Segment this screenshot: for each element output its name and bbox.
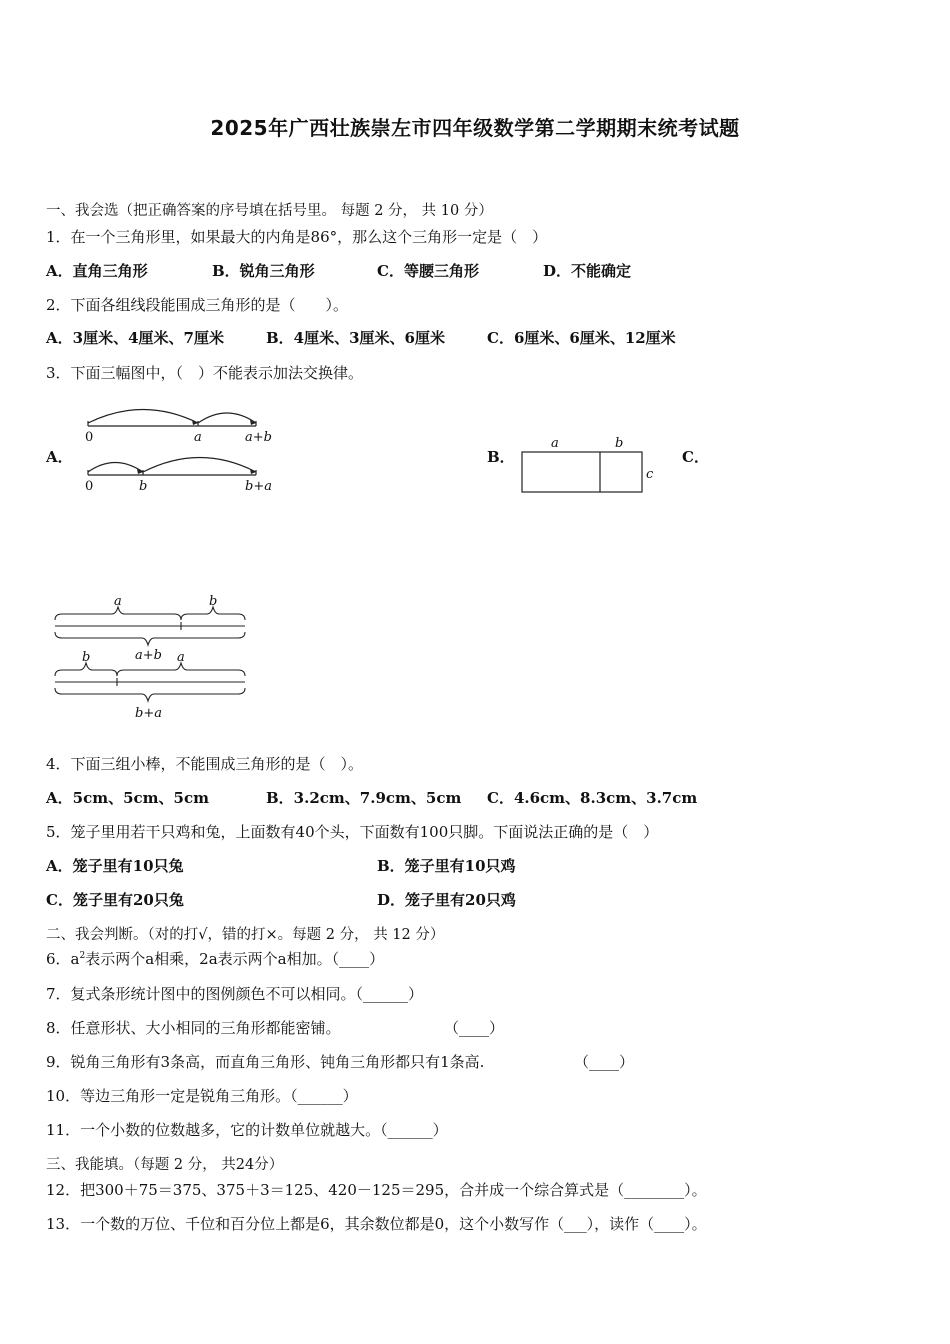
question-10[interactable]: 10．等边三角形一定是锐角三角形。（______） bbox=[46, 1087, 358, 1105]
question-1-option-b[interactable]: B．锐角三角形 bbox=[212, 262, 315, 280]
figure-a-top-tick-a: a bbox=[194, 430, 202, 445]
section-heading-choice: 一、我会选（把正确答案的序号填在括号里。 每题 2 分， 共 10 分） bbox=[46, 203, 493, 219]
question-5-option-b[interactable]: B．笼子里有10只鸡 bbox=[377, 857, 516, 875]
question-2-stem: 2．下面各组线段能围成三角形的是（ ）。 bbox=[46, 296, 349, 314]
figure-a-bottom-tick-0: 0 bbox=[85, 479, 94, 494]
question-5-option-a[interactable]: A．笼子里有10只兔 bbox=[46, 857, 184, 875]
figure-b-label-c: c bbox=[646, 467, 654, 482]
question-7[interactable]: 7．复式条形统计图中的图例颜色不可以相同。（______） bbox=[46, 985, 424, 1003]
question-1-option-a[interactable]: A．直角三角形 bbox=[46, 262, 148, 280]
question-8-blank[interactable]: （____） bbox=[444, 1019, 505, 1037]
question-3-option-b-label[interactable]: B． bbox=[487, 448, 515, 466]
question-6-superscript: 2 bbox=[79, 951, 86, 961]
question-4-option-a[interactable]: A．5cm、5cm、5cm bbox=[46, 789, 209, 807]
figure-a-top-tick-a-plus-b: a+b bbox=[245, 430, 272, 445]
question-5-option-d[interactable]: D．笼子里有20只鸡 bbox=[377, 891, 516, 909]
figure-a-bottom-tick-b-plus-a: b+a bbox=[245, 479, 272, 494]
question-4-stem: 4．下面三组小棒，不能围成三角形的是（ ）。 bbox=[46, 755, 364, 773]
question-4-option-c[interactable]: C．4.6cm、8.3cm、3.7cm bbox=[487, 789, 698, 807]
page-title: 2025年广西壮族崇左市四年级数学第二学期期末统考试题 bbox=[210, 116, 740, 140]
question-2-option-c[interactable]: C．6厘米、6厘米、12厘米 bbox=[487, 329, 676, 347]
question-1-option-c[interactable]: C．等腰三角形 bbox=[377, 262, 479, 280]
question-6-post[interactable]: 表示两个a相乘，2a表示两个a相加。（____） bbox=[85, 950, 385, 968]
figure-a-top-tick-0: 0 bbox=[85, 430, 94, 445]
question-4-option-b[interactable]: B．3.2cm、7.9cm、5cm bbox=[266, 789, 462, 807]
question-9-text: 9．锐角三角形有3条高，而直角三角形、钝角三角形都只有1条高. bbox=[46, 1053, 485, 1071]
question-9-blank[interactable]: （____） bbox=[574, 1053, 635, 1071]
figure-b-label-a: a bbox=[551, 436, 559, 451]
figure-c-top-label-b: b bbox=[209, 594, 218, 609]
question-3-option-a-label[interactable]: A． bbox=[46, 448, 73, 466]
figure-c-bottom-label-b: b bbox=[82, 650, 91, 665]
figure-c-top-label-a-plus-b: a+b bbox=[135, 648, 162, 663]
question-2-option-b[interactable]: B．4厘米、3厘米、6厘米 bbox=[266, 329, 445, 347]
figure-b-label-b: b bbox=[615, 436, 624, 451]
figure-c-bottom-label-b-plus-a: b+a bbox=[135, 706, 162, 721]
question-8-text: 8．任意形状、大小相同的三角形都能密铺。 bbox=[46, 1019, 341, 1037]
figure-a-bottom-tick-b: b bbox=[139, 479, 148, 494]
question-3-option-c-label[interactable]: C． bbox=[682, 448, 709, 466]
section-heading-fill-in: 三、我能填。（每题 2 分， 共24分） bbox=[46, 1157, 284, 1173]
question-11[interactable]: 11．一个小数的位数越多，它的计数单位就越大。（______） bbox=[46, 1121, 448, 1139]
figure-c-bottom-label-a: a bbox=[177, 650, 185, 665]
figure-c-braces bbox=[50, 590, 250, 725]
figure-a-number-lines bbox=[80, 398, 280, 498]
figure-b-rectangles bbox=[515, 432, 665, 498]
question-1-stem: 1．在一个三角形里，如果最大的内角是86°，那么这个三角形一定是（ ） bbox=[46, 228, 548, 246]
question-6 bbox=[46, 949, 384, 969]
section-heading-judgement: 二、我会判断。（对的打√，错的打×。每题 2 分， 共 12 分） bbox=[46, 927, 445, 943]
question-1-option-d[interactable]: D．不能确定 bbox=[543, 262, 632, 280]
question-12[interactable]: 12．把300＋75＝375、375＋3＝125、420－125＝295，合并成一个综合算式是（________）。 bbox=[46, 1181, 707, 1199]
figure-c-top-label-a: a bbox=[114, 594, 122, 609]
question-5-option-c[interactable]: C．笼子里有20只兔 bbox=[46, 891, 184, 909]
question-2-option-a[interactable]: A．3厘米、4厘米、7厘米 bbox=[46, 329, 224, 347]
question-6-pre: 6．a bbox=[46, 950, 80, 968]
question-13[interactable]: 13．一个数的万位、千位和百分位上都是6，其余数位都是0，这个小数写作（___），读作（____）。 bbox=[46, 1215, 707, 1233]
question-3-stem: 3．下面三幅图中，（ ）不能表示加法交换律。 bbox=[46, 364, 364, 382]
question-5-stem: 5．笼子里用若干只鸡和兔，上面数有40个头，下面数有100只脚。下面说法正确的是（ ） bbox=[46, 823, 659, 841]
